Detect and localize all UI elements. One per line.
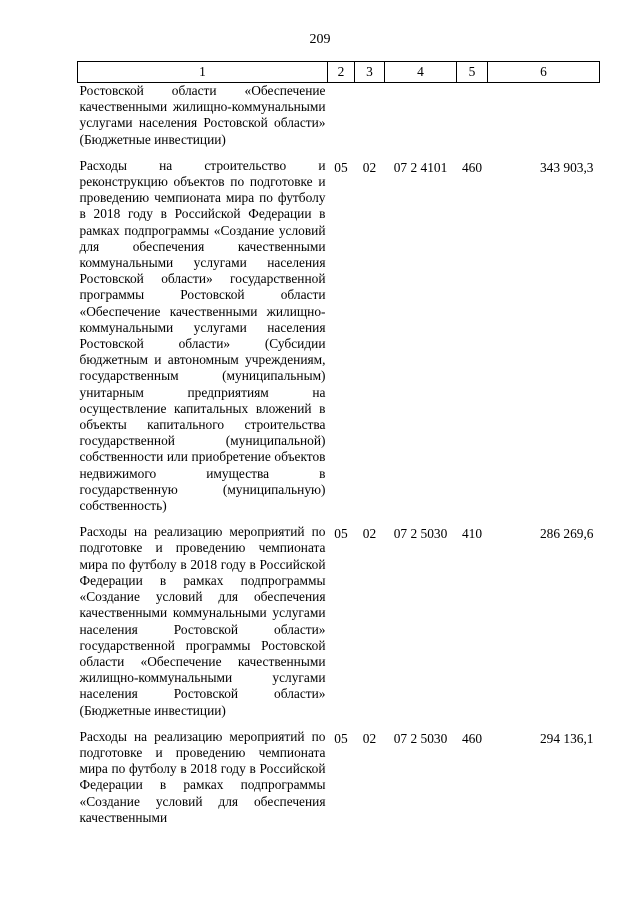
row-amount: 286 269,6 [539,526,594,542]
column-header-6: 6 [488,62,600,83]
budget-table [77,61,600,826]
row-subsection: 02 [362,730,377,746]
row-section: 05 [334,730,348,746]
column-header-1: 1 [78,62,328,83]
row-expense-type [457,83,488,148]
row-target-article: 07 2 4101 [393,159,448,175]
page-number: 209 [309,32,331,47]
row-description: Ростовской области «Обеспечение качественными жилищно-коммунальными услугами населения Ростовской области» (Бюджетные инвестиции) [79,83,326,147]
row-target-article [385,83,457,148]
row-target-article: 07 2 5030 [393,730,448,746]
row-subsection: 02 [362,159,377,175]
column-header-2: 2 [328,62,355,83]
row-target-article: 07 2 5030 [393,526,448,542]
row-amount: 343 903,3 [539,159,594,175]
table-row [78,158,600,514]
row-subsection [355,83,385,148]
row-section [328,83,355,148]
row-section: 05 [334,159,348,175]
column-header-4: 4 [385,62,457,83]
column-header-3: 3 [355,62,385,83]
row-section: 05 [334,526,348,542]
row-expense-type: 410 [461,526,483,542]
table-row [78,524,600,718]
row-amount [488,83,600,148]
row-description: Расходы на строительство и реконструкцию объектов по подготовке и проведению чемпионата мира по футболу в 2018 году в Российской Федерации в рамках подпрограммы «Создание условий для обеспечения качественными коммунальными услугами населения Ростовской области» государственной программы Ростовской области «Обеспечение качественными жилищно-коммунальными услугами населения Ростовской области» (Субсидии бюджетным и автономным учреждениям, государственным (муниципальным) унитарным предприятиям на осуществление капитальных вложений в объекты капитального строительства государственной (муниципальной) собственности или приобретение объектов недвижимого имущества в государственную (муниципальную) собственность) [79,157,326,514]
table-row [78,83,600,148]
header-row [78,62,600,83]
row-amount: 294 136,1 [539,730,594,746]
row-expense-type: 460 [461,730,483,746]
table-row [78,729,600,826]
row-expense-type: 460 [461,159,483,175]
row-subsection: 02 [362,526,377,542]
row-description: Расходы на реализацию мероприятий по подготовке и проведению чемпионата мира по футболу в 2018 году в Российской Федерации в рамках подпрограммы «Создание условий для обеспечения качественными коммунальными услугами населения Ростовской области» государственной программы Ростовской области «Обеспечение качественными жилищно-коммунальными услугами населения Ростовской области» (Бюджетные инвестиции) [79,524,326,718]
row-description: Расходы на реализацию мероприятий по подготовке и проведению чемпионата мира по футболу в 2018 году в Российской Федерации в рамках подпрограммы «Создание условий для обеспечения качественными [79,728,326,825]
column-header-5: 5 [457,62,488,83]
